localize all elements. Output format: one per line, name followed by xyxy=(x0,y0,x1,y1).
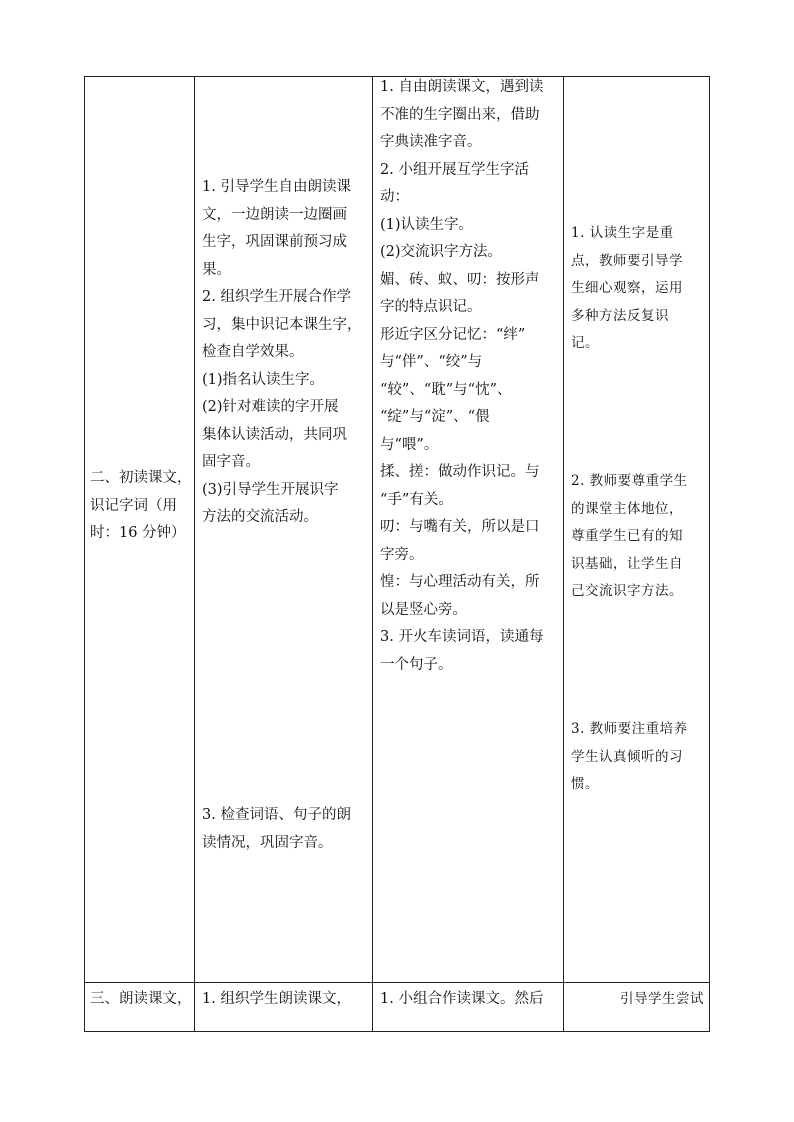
student-activity-line: 一个句子。 xyxy=(380,656,453,673)
stage-text: 三、朗读课文， xyxy=(90,991,192,1007)
design-intent-cell xyxy=(571,220,710,358)
design-intent-line: 尊重学生已有的知 xyxy=(571,528,683,544)
stage-cell xyxy=(90,465,194,548)
student-activity-line: 揉、搓：做动作识记。与 xyxy=(380,464,540,480)
student-activity-line: 形近字区分记忆：“绊” xyxy=(380,326,526,343)
design-intent-line: 3. 教师要注重培养 xyxy=(571,721,688,737)
student-activity-line: 惶：与心理活动有关，所 xyxy=(380,574,540,590)
student-activity-line: (1)认读生字。 xyxy=(380,216,474,233)
student-activity-line: 媚、砖、蚁、叨：按形声 xyxy=(380,271,540,288)
teacher-activity-cell xyxy=(202,174,372,532)
teacher-activity-line: (3)引导学生开展识字 xyxy=(202,481,339,498)
stage-text: 识记字词（用 xyxy=(90,497,177,514)
column-divider xyxy=(372,76,373,1032)
teacher-activity-line: (1)指名认读生字。 xyxy=(202,371,325,388)
student-activity-line: 1. 自由朗读课文，遇到读 xyxy=(380,79,544,95)
student-activity-line: 叨：与嘴有关，所以是口 xyxy=(380,519,540,535)
teacher-activity-line: 果。 xyxy=(202,261,231,278)
teacher-activity-line: 检查自学效果。 xyxy=(202,344,304,360)
student-activity-line: 2. 小组开展互学生字活 xyxy=(380,161,529,178)
teacher-activity-line: 方法的交流活动。 xyxy=(202,509,318,525)
design-intent-line: 的课堂主体地位， xyxy=(571,500,683,517)
student-activity-line: 不准的生字圈出来，借助 xyxy=(380,106,540,123)
design-intent-line: 学生认真倾听的习 xyxy=(571,748,683,765)
student-activity-line: (2)交流识字方法。 xyxy=(380,244,503,260)
teacher-activity-line: 3. 检查词语、句子的朗 xyxy=(202,807,351,823)
student-activity-line: 以是竖心旁。 xyxy=(380,601,467,618)
student-activity-cell xyxy=(380,74,563,679)
design-intent-line: 2. 教师要尊重学生 xyxy=(571,473,688,489)
design-intent-line: 多种方法反复识 xyxy=(571,307,669,324)
stage-text: 时：16 分钟） xyxy=(90,525,186,541)
student-activity-line: 1. 小组合作读课文。然后 xyxy=(380,991,544,1007)
teacher-activity-line: 习，集中识记本课生字， xyxy=(202,316,362,333)
column-divider xyxy=(194,76,195,1032)
student-activity-line: 字的特点识记。 xyxy=(380,299,482,315)
column-divider xyxy=(563,76,564,1032)
design-intent-cell-part3 xyxy=(571,716,710,799)
design-intent-line: 记。 xyxy=(571,335,599,351)
stage-text: 二、初读课文， xyxy=(90,470,192,486)
design-intent-line: 引导学生尝试 xyxy=(620,991,704,1007)
row-divider xyxy=(84,982,710,983)
student-activity-line: 3. 开火车读词语，读通每 xyxy=(380,629,544,645)
student-activity-line: “绽”与“淀”、“偎 xyxy=(380,409,490,425)
design-intent-cell xyxy=(571,986,704,1014)
design-intent-line: 点，教师要引导学 xyxy=(571,252,683,269)
student-activity-line: “手”有关。 xyxy=(380,491,453,508)
student-activity-cell xyxy=(380,986,563,1014)
design-intent-cell-part2 xyxy=(571,468,710,606)
table-bottom-border xyxy=(84,1031,710,1032)
teacher-activity-line: 1. 引导学生自由朗读课 xyxy=(202,179,351,195)
teacher-activity-line: 1. 组织学生朗读课文， xyxy=(202,991,351,1007)
stage-cell xyxy=(90,986,194,1014)
design-intent-line: 己交流识字方法。 xyxy=(571,583,683,599)
student-activity-line: 与“伴”、“绞”与 xyxy=(380,354,483,370)
teacher-activity-line: 2. 组织学生开展合作学 xyxy=(202,289,351,305)
teacher-activity-line: 生字，巩固课前预习成 xyxy=(202,234,347,250)
design-intent-line: 惯。 xyxy=(571,776,599,792)
teacher-activity-line: (2)针对难读的字开展 xyxy=(202,399,339,415)
teacher-activity-line: 读情况，巩固字音。 xyxy=(202,834,333,851)
teacher-activity-line: 集体认读活动，共同巩 xyxy=(202,426,347,443)
student-activity-line: 字旁。 xyxy=(380,546,424,563)
lesson-plan-table xyxy=(84,76,710,1032)
student-activity-line: 与“喂”。 xyxy=(380,436,439,453)
teacher-activity-line: 固字音。 xyxy=(202,454,260,470)
design-intent-line: 生细心观察，运用 xyxy=(571,280,683,296)
design-intent-line: 识基础，让学生自 xyxy=(571,555,683,572)
design-intent-line: 1. 认读生字是重 xyxy=(571,225,674,241)
student-activity-line: 字典读准字音。 xyxy=(380,134,482,150)
teacher-activity-cell xyxy=(202,986,372,1014)
student-activity-line: “较”、“耽”与“忱”、 xyxy=(380,381,512,398)
teacher-activity-cell-part2 xyxy=(202,802,372,857)
student-activity-line: 动： xyxy=(380,189,409,205)
table-left-border xyxy=(84,76,85,1032)
teacher-activity-line: 文，一边朗读一边圈画 xyxy=(202,206,347,223)
